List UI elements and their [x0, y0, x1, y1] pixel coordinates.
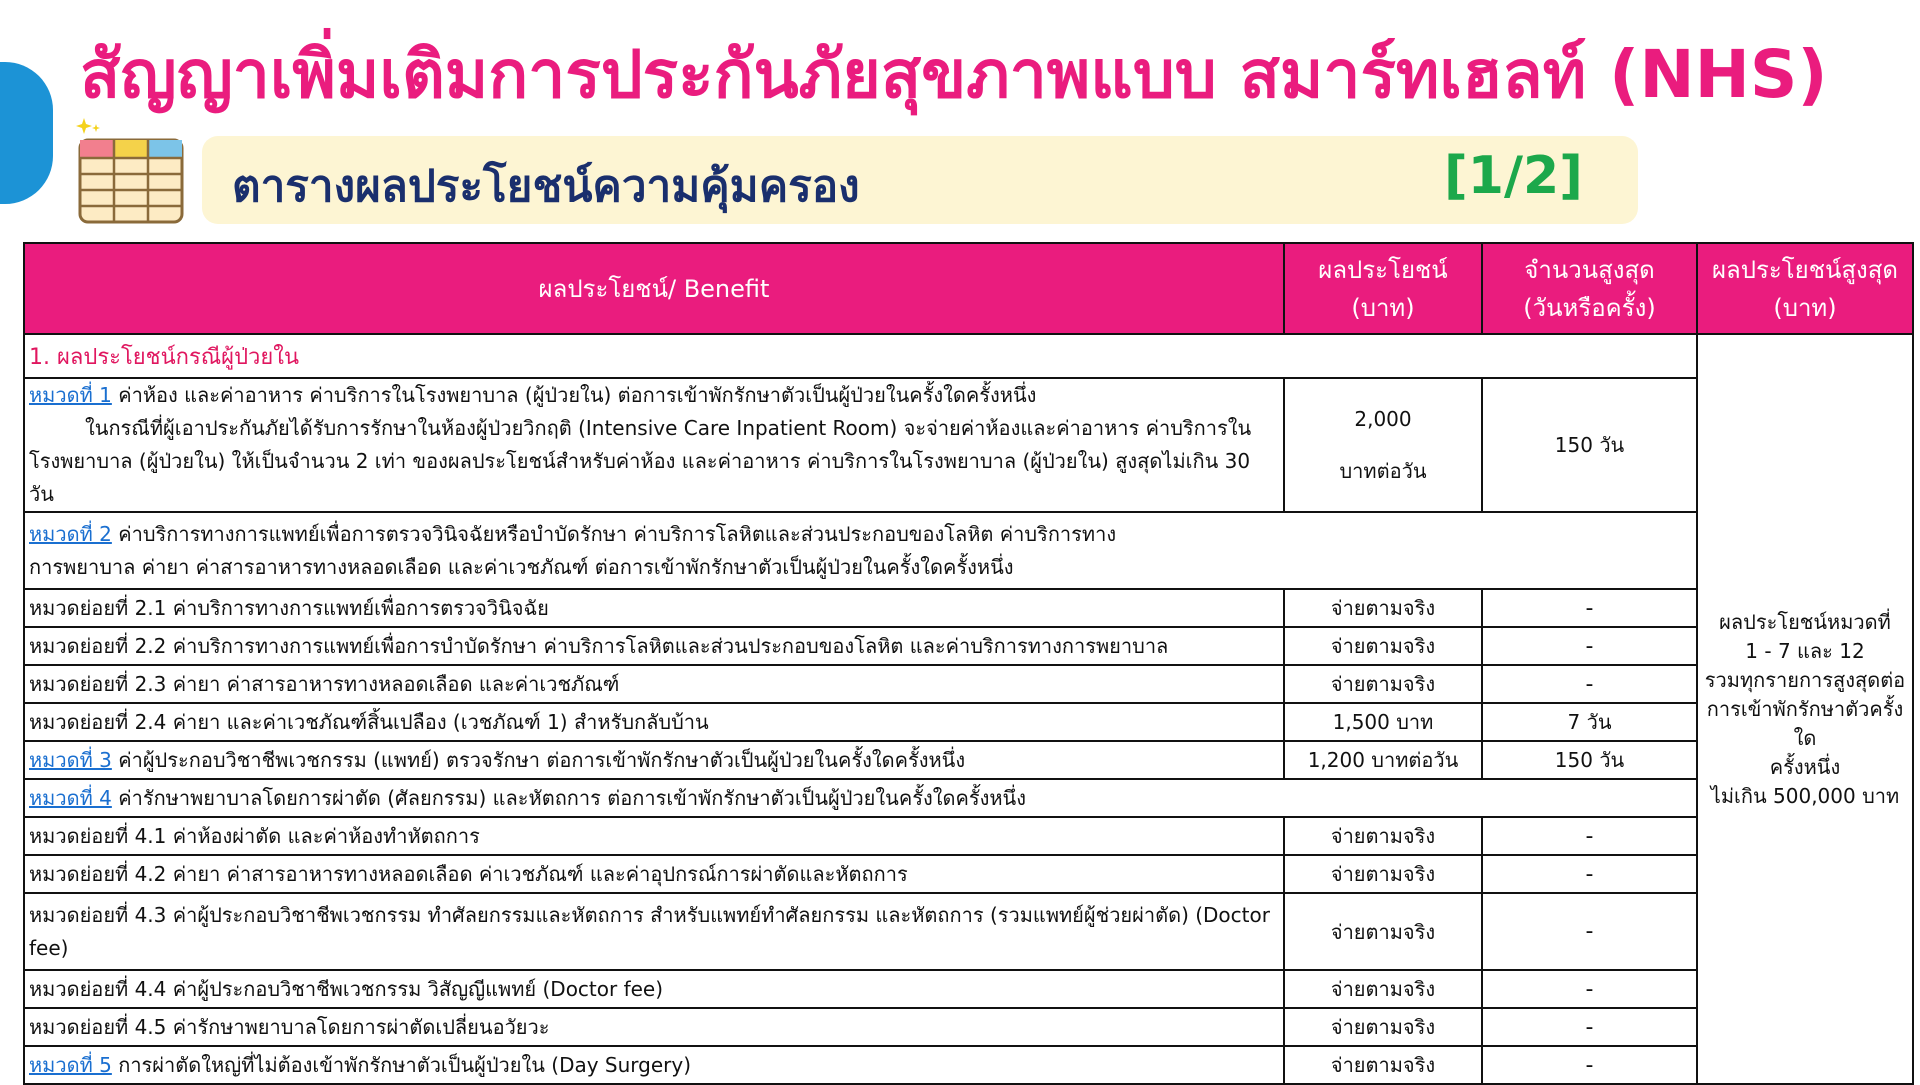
header-amount-line2: (บาท): [1351, 293, 1415, 322]
category-1-link[interactable]: หมวดที่ 1: [29, 383, 112, 407]
row-amount: จ่ายตามจริง: [1284, 817, 1482, 855]
table-icon: [76, 116, 186, 226]
row-desc: [24, 893, 1284, 970]
table-row: [24, 627, 1913, 665]
category-2-description: [24, 512, 1697, 589]
row-desc: หมวดย่อยที่ 2.4 ค่ายา และค่าเวชภัณฑ์สิ้นเปลือง (เวชภัณฑ์ 1) สำหรับกลับบ้าน: [24, 703, 1284, 741]
row-amount: จ่ายตามจริง: [1284, 589, 1482, 627]
category-1-max: 150 วัน: [1482, 378, 1697, 512]
table-header-row: [24, 243, 1913, 334]
table-row: [24, 1046, 1913, 1084]
table-row: [24, 1008, 1913, 1046]
row-max: -: [1482, 665, 1697, 703]
row-amount: จ่ายตามจริง: [1284, 1008, 1482, 1046]
row-amount: จ่ายตามจริง: [1284, 893, 1482, 970]
table-row: [24, 970, 1913, 1008]
row-max: -: [1482, 893, 1697, 970]
header-max-benefit: [1697, 243, 1913, 334]
table-row: [24, 665, 1913, 703]
category-2-line2: การพยาบาล ค่ายา ค่าสารอาหารทางหลอดเลือด และค่าเวชภัณฑ์ ต่อการเข้าพักรักษาตัวเป็นผู้ป่วยในครั้งใดครั้งหนึ่ง: [29, 554, 1014, 579]
section-title: 1. ผลประโยชน์กรณีผู้ป่วยใน: [24, 334, 1697, 378]
category-5-link[interactable]: หมวดที่ 5: [29, 1053, 112, 1077]
row-desc: หมวดย่อยที่ 4.2 ค่ายา ค่าสารอาหารทางหลอดเลือด ค่าเวชภัณฑ์ และค่าอุปกรณ์การผ่าตัดและหัตถการ: [24, 855, 1284, 893]
header-benefit: ผลประโยชน์/ Benefit: [24, 243, 1284, 334]
row-amount: 1,500 บาท: [1284, 703, 1482, 741]
row-max: 7 วัน: [1482, 703, 1697, 741]
category-4-text: ค่ารักษาพยาบาลโดยการผ่าตัด (ศัลยกรรม) และหัตถการ ต่อการเข้าพักรักษาตัวเป็นผู้ป่วยในครั้งใดครั้งหนึ่ง: [111, 786, 1026, 810]
subtitle: ตารางผลประโยชน์ความคุ้มครอง: [232, 161, 860, 212]
row-max: -: [1482, 627, 1697, 665]
category-3-max: 150 วัน: [1482, 741, 1697, 779]
category-2-line1: ค่าบริการทางการแพทย์เพื่อการตรวจวินิจฉัยหรือบำบัดรักษา ค่าบริการโลหิตและส่วนประกอบของโลหิต ค่าบริการทาง: [111, 521, 1117, 546]
table-row: [24, 817, 1913, 855]
table-row: [24, 893, 1913, 970]
row-amount: จ่ายตามจริง: [1284, 627, 1482, 665]
page-title: สัญญาเพิ่มเติมการประกันภัยสุขภาพแบบ สมาร์ทเฮลท์ (NHS): [80, 36, 1828, 113]
table-row: [24, 589, 1913, 627]
table-row: [24, 779, 1913, 817]
row-amount: จ่ายตามจริง: [1284, 665, 1482, 703]
summary-line: รวมทุกรายการสูงสุดต่อ: [1704, 667, 1906, 692]
row-4-3-line1: หมวดย่อยที่ 4.3 ค่าผู้ประกอบวิชาชีพเวชกรรม ทำศัลยกรรมและหัตถการ สำหรับแพทย์ทำศัลยกรรม และหัตถการ (รวมแพทย์ผู้ช่วยผ่าตัด) (Doctor: [29, 902, 1270, 927]
category-5-amount: จ่ายตามจริง: [1284, 1046, 1482, 1084]
row-desc: หมวดย่อยที่ 4.5 ค่ารักษาพยาบาลโดยการผ่าตัดเปลี่ยนอวัยวะ: [24, 1008, 1284, 1046]
category-2-link[interactable]: หมวดที่ 2: [29, 521, 112, 546]
row-desc: หมวดย่อยที่ 2.1 ค่าบริการทางการแพทย์เพื่อการตรวจวินิจฉัย: [24, 589, 1284, 627]
summary-line: ไม่เกิน 500,000 บาท: [1710, 783, 1900, 808]
header-amount-line1: ผลประโยชน์: [1318, 255, 1448, 284]
summary-line: 1 - 7 และ 12: [1745, 638, 1865, 663]
category-1-amount-value: 2,000: [1354, 407, 1412, 431]
row-amount: จ่ายตามจริง: [1284, 855, 1482, 893]
category-3-text: ค่าผู้ประกอบวิชาชีพเวชกรรม (แพทย์) ตรวจรักษา ต่อการเข้าพักรักษาตัวเป็นผู้ป่วยในครั้งใดครั้งหนึ่ง: [111, 748, 966, 772]
category-1-amount: [1284, 378, 1482, 512]
header-amount: [1284, 243, 1482, 334]
row-desc: หมวดย่อยที่ 4.1 ค่าห้องผ่าตัด และค่าห้องทำหัตถการ: [24, 817, 1284, 855]
table-row: [24, 378, 1913, 512]
header-max-benefit-line1: ผลประโยชน์สูงสุด: [1711, 255, 1899, 284]
benefit-table: [23, 242, 1914, 1085]
table-row: [24, 703, 1913, 741]
summary-line: ผลประโยชน์หมวดที่: [1719, 609, 1891, 634]
row-max: -: [1482, 589, 1697, 627]
row-max: -: [1482, 1008, 1697, 1046]
row-desc: หมวดย่อยที่ 4.4 ค่าผู้ประกอบวิชาชีพเวชกรรม วิสัญญีแพทย์ (Doctor fee): [24, 970, 1284, 1008]
row-max: -: [1482, 970, 1697, 1008]
table-row: [24, 512, 1913, 589]
side-tab: [0, 62, 53, 204]
table-row: [24, 855, 1913, 893]
category-4-description: [24, 779, 1697, 817]
category-1-amount-unit: บาทต่อวัน: [1339, 459, 1427, 483]
category-3-link[interactable]: หมวดที่ 3: [29, 748, 112, 772]
max-benefit-summary: [1697, 334, 1913, 1084]
category-1-line2: ในกรณีที่ผู้เอาประกันภัยได้รับการรักษาในห้องผู้ป่วยวิกฤติ (Intensive Care Inpatient Room) จะจ่ายค่าห้องและค่าอาหาร ค่าบริการใน: [85, 416, 1252, 440]
summary-line: ครั้งหนึ่ง: [1769, 754, 1841, 779]
row-desc: หมวดย่อยที่ 2.2 ค่าบริการทางการแพทย์เพื่อการบำบัดรักษา ค่าบริการโลหิตและส่วนประกอบของโลหิต และค่าบริการทางการพยาบาล: [24, 627, 1284, 665]
category-3-description: [24, 741, 1284, 779]
row-max: -: [1482, 817, 1697, 855]
header-max-line1: จำนวนสูงสุด: [1524, 255, 1655, 284]
category-5-max: -: [1482, 1046, 1697, 1084]
category-5-description: [24, 1046, 1284, 1084]
category-5-text: การผ่าตัดใหญ่ที่ไม่ต้องเข้าพักรักษาตัวเป็นผู้ป่วยใน (Day Surgery): [111, 1053, 692, 1077]
category-4-link[interactable]: หมวดที่ 4: [29, 786, 112, 810]
row-4-3-line2: fee): [29, 935, 69, 960]
category-3-amount: 1,200 บาทต่อวัน: [1284, 741, 1482, 779]
category-1-line1: ค่าห้อง และค่าอาหาร ค่าบริการในโรงพยาบาล (ผู้ป่วยใน) ต่อการเข้าพักรักษาตัวเป็นผู้ป่วยในครั้งใดครั้งหนึ่ง: [111, 383, 1037, 407]
row-max: -: [1482, 855, 1697, 893]
row-amount: จ่ายตามจริง: [1284, 970, 1482, 1008]
header-max: [1482, 243, 1697, 334]
page-indicator: [1/2]: [1444, 146, 1583, 206]
header-max-benefit-line2: (บาท): [1773, 293, 1837, 322]
header-max-line2: (วันหรือครั้ง): [1523, 293, 1656, 322]
summary-line: การเข้าพักรักษาตัวครั้งใด: [1706, 696, 1904, 750]
section-row: [24, 334, 1913, 378]
row-desc: หมวดย่อยที่ 2.3 ค่ายา ค่าสารอาหารทางหลอดเลือด และค่าเวชภัณฑ์: [24, 665, 1284, 703]
table-row: [24, 741, 1913, 779]
category-1-line3: โรงพยาบาล (ผู้ป่วยใน) ให้เป็นจำนวน 2 เท่า ของผลประโยชน์สำหรับค่าห้อง และค่าอาหาร ค่าบริการในโรงพยาบาล (ผู้ป่วยใน) สูงสุดไม่เกิน 30 วัน: [29, 449, 1251, 506]
category-1-description: [24, 378, 1284, 512]
